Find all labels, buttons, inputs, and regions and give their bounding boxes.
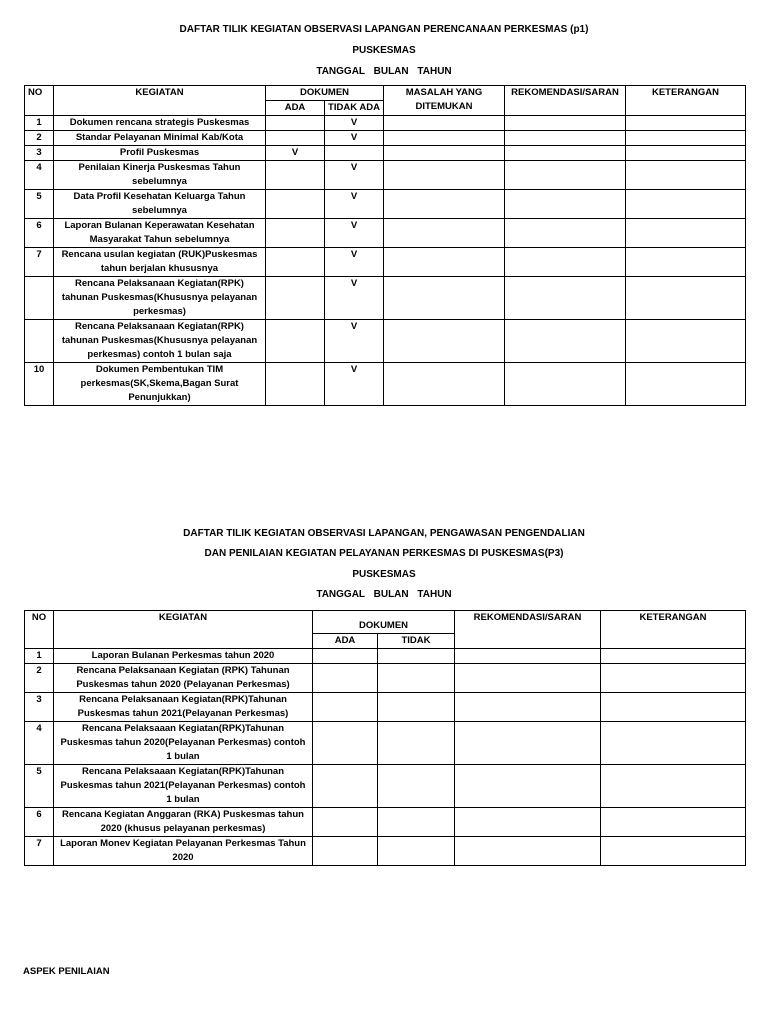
row-kegiatan: Rencana Pelaksaaan Kegiatan(RPK)Tahunan Puskesmas tahun 2020(Pelayanan Perkesmas) contoh 1 bulan — [54, 722, 313, 765]
row-no: 2 — [25, 131, 54, 146]
row-no: 6 — [25, 219, 54, 248]
row-rekomendasi — [455, 649, 601, 664]
row-keterangan — [601, 664, 746, 693]
row-tidak — [378, 808, 455, 837]
col-masalah-header: MASALAH YANG DITEMUKAN — [384, 86, 505, 116]
table-row — [25, 837, 746, 866]
table-row — [25, 808, 746, 837]
row-keterangan — [626, 219, 746, 248]
row-keterangan — [626, 363, 746, 406]
row-keterangan — [626, 320, 746, 363]
col-tidak-ada-header: TIDAK ADA — [325, 101, 384, 116]
row-rekomendasi — [505, 146, 626, 161]
row-keterangan — [601, 765, 746, 808]
row-no: 7 — [25, 837, 54, 866]
row-no: 2 — [25, 664, 54, 693]
row-masalah — [384, 190, 505, 219]
row-kegiatan: Profil Puskesmas — [54, 146, 266, 161]
row-tidak — [378, 722, 455, 765]
row-rekomendasi — [455, 664, 601, 693]
row-tidak-ada: V — [325, 277, 384, 320]
row-kegiatan: Rencana Pelaksanaan Kegiatan (RPK) Tahunan Puskesmas tahun 2020 (Pelayanan Perkesmas) — [54, 664, 313, 693]
row-kegiatan: Rencana Kegiatan Anggaran (RKA) Puskesmas tahun 2020 (khusus pelayanan perkesmas) — [54, 808, 313, 837]
row-ada — [266, 190, 325, 219]
col-dokumen-header: DOKUMEN — [313, 611, 455, 634]
row-no: 4 — [25, 722, 54, 765]
col-keterangan-header: KETERANGAN — [626, 86, 746, 116]
col-rekomendasi-header: REKOMENDASI/SARAN — [505, 86, 626, 116]
col-dokumen-header: DOKUMEN — [266, 86, 384, 101]
section2-date-line: TANGGAL BULAN TAHUN — [316, 589, 452, 600]
row-masalah — [384, 131, 505, 146]
row-ada — [313, 722, 378, 765]
row-kegiatan: Rencana Pelaksaaan Kegiatan(RPK)Tahunan Puskesmas tahun 2021(Pelayanan Perkesmas) contoh 1 bulan — [54, 765, 313, 808]
row-rekomendasi — [455, 693, 601, 722]
row-masalah — [384, 248, 505, 277]
table-row — [25, 190, 746, 219]
section2-title-line1: DAFTAR TILIK KEGIATAN OBSERVASI LAPANGAN, PENGAWASAN PENGENDALIAN — [183, 528, 585, 539]
table-row — [25, 363, 746, 406]
row-tidak — [378, 693, 455, 722]
row-kegiatan: Laporan Bulanan Perkesmas tahun 2020 — [54, 649, 313, 664]
row-tidak-ada: V — [325, 219, 384, 248]
row-masalah — [384, 320, 505, 363]
row-no: 5 — [25, 190, 54, 219]
col-tidak-header: TIDAK — [378, 634, 455, 649]
row-keterangan — [601, 722, 746, 765]
row-ada — [266, 161, 325, 190]
section2-table — [24, 610, 746, 866]
row-masalah — [384, 116, 505, 131]
row-rekomendasi — [505, 277, 626, 320]
row-keterangan — [626, 116, 746, 131]
row-tidak-ada: V — [325, 116, 384, 131]
row-no: 6 — [25, 808, 54, 837]
row-rekomendasi — [505, 131, 626, 146]
row-kegiatan: Rencana Pelaksanaan Kegiatan(RPK) tahunan Puskesmas(Khususnya pelayanan perkesmas) contoh 1 bulan saja — [54, 320, 266, 363]
row-ada — [266, 248, 325, 277]
section2-subtitle: PUSKESMAS — [352, 569, 416, 580]
row-ada — [313, 664, 378, 693]
row-no: 5 — [25, 765, 54, 808]
row-rekomendasi — [505, 116, 626, 131]
col-no-header: NO — [25, 86, 54, 116]
row-ada — [266, 363, 325, 406]
row-keterangan — [601, 693, 746, 722]
row-masalah — [384, 219, 505, 248]
row-keterangan — [626, 248, 746, 277]
row-keterangan — [601, 808, 746, 837]
col-ada-header: ADA — [313, 634, 378, 649]
aspek-penilaian-label: ASPEK PENILAIAN — [23, 966, 110, 977]
row-kegiatan: Dokumen Pembentukan TIM perkesmas(SK,Skema,Bagan Surat Penunjukkan) — [54, 363, 266, 406]
row-ada — [313, 765, 378, 808]
table-row — [25, 219, 746, 248]
row-kegiatan: Data Profil Kesehatan Keluarga Tahun sebelumnya — [54, 190, 266, 219]
table-row — [25, 320, 746, 363]
row-keterangan — [626, 161, 746, 190]
row-keterangan — [626, 190, 746, 219]
row-tidak-ada: V — [325, 190, 384, 219]
row-no: 3 — [25, 146, 54, 161]
row-no: 7 — [25, 248, 54, 277]
row-ada — [266, 320, 325, 363]
row-ada — [266, 277, 325, 320]
table-row — [25, 248, 746, 277]
row-kegiatan: Penilaian Kinerja Puskesmas Tahun sebelumnya — [54, 161, 266, 190]
row-tidak-ada: V — [325, 363, 384, 406]
row-keterangan — [626, 146, 746, 161]
row-rekomendasi — [505, 161, 626, 190]
row-tidak — [378, 765, 455, 808]
row-no: 3 — [25, 693, 54, 722]
row-masalah — [384, 146, 505, 161]
row-rekomendasi — [455, 765, 601, 808]
row-keterangan — [626, 277, 746, 320]
table-row — [25, 131, 746, 146]
section1-subtitle: PUSKESMAS — [352, 45, 416, 56]
col-keterangan-header: KETERANGAN — [601, 611, 746, 649]
table-row — [25, 161, 746, 190]
row-tidak-ada: V — [325, 320, 384, 363]
row-rekomendasi — [505, 248, 626, 277]
row-rekomendasi — [455, 808, 601, 837]
row-kegiatan: Rencana Pelaksanaan Kegiatan(RPK) tahunan Puskesmas(Khususnya pelayanan perkesmas) — [54, 277, 266, 320]
table-row — [25, 116, 746, 131]
table-row — [25, 693, 746, 722]
row-tidak — [378, 664, 455, 693]
row-no: 10 — [25, 363, 54, 406]
row-tidak — [378, 837, 455, 866]
row-rekomendasi — [505, 363, 626, 406]
row-kegiatan: Laporan Bulanan Keperawatan Kesehatan Masyarakat Tahun sebelumnya — [54, 219, 266, 248]
row-no — [25, 277, 54, 320]
row-keterangan — [601, 649, 746, 664]
row-ada — [313, 693, 378, 722]
row-kegiatan: Rencana usulan kegiatan (RUK)Puskesmas tahun berjalan khususnya — [54, 248, 266, 277]
row-tidak — [378, 649, 455, 664]
row-ada — [313, 808, 378, 837]
row-rekomendasi — [505, 190, 626, 219]
row-no — [25, 320, 54, 363]
row-ada — [313, 649, 378, 664]
table-row — [25, 664, 746, 693]
col-kegiatan-header: KEGIATAN — [54, 86, 266, 116]
row-rekomendasi — [505, 320, 626, 363]
section1-table — [24, 85, 746, 406]
row-keterangan — [626, 131, 746, 146]
row-tidak-ada — [325, 146, 384, 161]
table-row — [25, 146, 746, 161]
row-ada — [266, 116, 325, 131]
row-tidak-ada: V — [325, 161, 384, 190]
row-no: 1 — [25, 649, 54, 664]
row-kegiatan: Standar Pelayanan Minimal Kab/Kota — [54, 131, 266, 146]
row-ada — [266, 219, 325, 248]
row-masalah — [384, 161, 505, 190]
row-ada — [313, 837, 378, 866]
section1-title: DAFTAR TILIK KEGIATAN OBSERVASI LAPANGAN PERENCANAAN PERKESMAS (p1) — [179, 24, 589, 35]
row-kegiatan: Rencana Pelaksanaan Kegiatan(RPK)Tahunan Puskesmas tahun 2021(Pelayanan Perkesmas) — [54, 693, 313, 722]
section2-title-line2: DAN PENILAIAN KEGIATAN PELAYANAN PERKESMAS DI PUSKESMAS(P3) — [204, 548, 564, 559]
table-row — [25, 649, 746, 664]
row-no: 4 — [25, 161, 54, 190]
col-kegiatan-header: KEGIATAN — [54, 611, 313, 649]
col-no-header: NO — [25, 611, 54, 649]
table-row — [25, 722, 746, 765]
table-row — [25, 765, 746, 808]
table-row — [25, 277, 746, 320]
row-kegiatan: Laporan Monev Kegiatan Pelayanan Perkesmas Tahun 2020 — [54, 837, 313, 866]
col-rekomendasi-header: REKOMENDASI/SARAN — [455, 611, 601, 649]
col-ada-header: ADA — [266, 101, 325, 116]
row-kegiatan: Dokumen rencana strategis Puskesmas — [54, 116, 266, 131]
row-ada — [266, 131, 325, 146]
row-rekomendasi — [455, 722, 601, 765]
row-masalah — [384, 277, 505, 320]
row-rekomendasi — [455, 837, 601, 866]
section1-date-line: TANGGAL BULAN TAHUN — [316, 66, 452, 77]
row-keterangan — [601, 837, 746, 866]
row-masalah — [384, 363, 505, 406]
row-ada: V — [266, 146, 325, 161]
row-tidak-ada: V — [325, 248, 384, 277]
row-rekomendasi — [505, 219, 626, 248]
row-tidak-ada: V — [325, 131, 384, 146]
row-no: 1 — [25, 116, 54, 131]
